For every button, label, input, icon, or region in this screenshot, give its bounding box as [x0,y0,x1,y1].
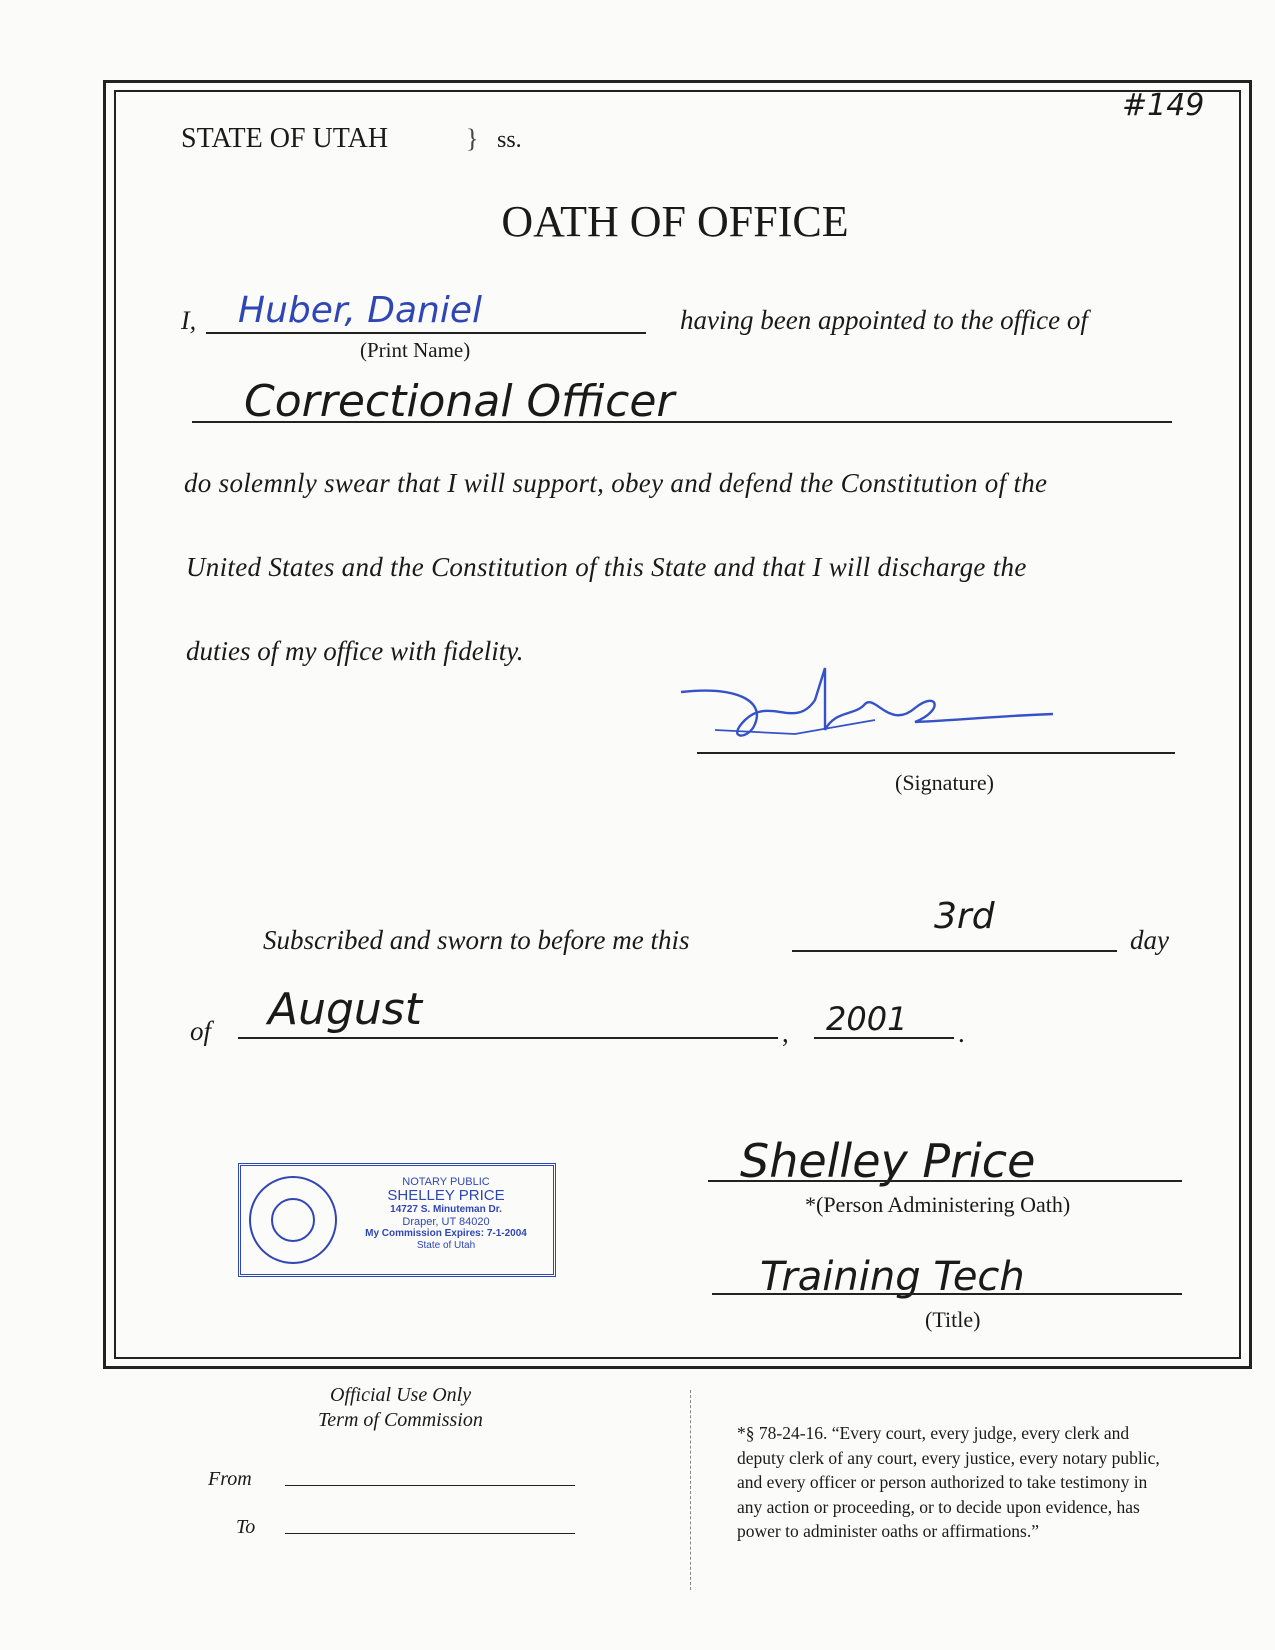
to-line [285,1533,575,1534]
appointee-signature [675,660,1065,760]
administrator-caption: *(Person Administering Oath) [805,1192,1071,1217]
statute-line-2: deputy clerk of any court, every justice, every notary public, [737,1447,1160,1468]
year-value: 2001 [826,1000,908,1038]
statute-footnote [737,1421,1160,1544]
appointee-prefix: I, [181,306,197,335]
day-value: 3rd [934,896,995,937]
signature-caption: (Signature) [895,770,994,795]
oath-line-1: do solemnly swear that I will support, obey and defend the Constitution of the [184,468,1048,498]
administrator-signature: Shelley Price [740,1134,1036,1188]
month-value: August [268,984,422,1035]
stamp-line-1: NOTARY PUBLIC [402,1176,490,1188]
statute-line-3: and every officer or person authorized to take testimony in [737,1472,1148,1492]
from-line [285,1485,575,1486]
official-use-subheading: Term of Commission [318,1409,483,1431]
day-line [792,950,1117,952]
date-comma: , [782,1018,789,1048]
statute-line-5: power to administer oaths or affirmations.” [737,1521,1039,1541]
oath-line-3: duties of my office with fidelity. [186,636,524,666]
month-line [238,1037,778,1039]
date-period: . [958,1018,965,1048]
stamp-line-5: My Commission Expires: 7-1-2004 [365,1228,527,1239]
signature-line [697,752,1175,754]
administrator-line [708,1180,1182,1182]
from-label: From [208,1468,252,1490]
notary-stamp [238,1163,556,1277]
to-label: To [236,1516,256,1538]
oath-line-2: United States and the Constitution of this State and that I will discharge the [186,552,1027,582]
venue-ss: ss. [497,127,522,153]
subscribed-text: Subscribed and sworn to before me this [263,925,690,955]
stamp-line-4: Draper, UT 84020 [402,1216,490,1228]
venue-brace: } [466,124,479,153]
appointed-text: having been appointed to the office of [680,305,1088,335]
title-value: Training Tech [760,1254,1025,1300]
title-caption: (Title) [925,1307,981,1332]
name-caption: (Print Name) [360,338,471,362]
name-line [206,332,646,334]
venue-state: STATE OF UTAH [181,123,389,154]
footer-divider [690,1390,691,1590]
day-label: day [1130,925,1169,955]
notary-seal [249,1176,337,1264]
document-number: #149 [1122,88,1205,123]
office-line [192,421,1172,423]
statute-line-1: *§ 78-24-16. “Every court, every judge, every clerk and [737,1423,1130,1443]
appointee-name: Huber, Daniel [238,290,483,331]
stamp-line-6: State of Utah [416,1240,476,1251]
of-label: of [190,1016,212,1046]
official-use-heading: Official Use Only [330,1384,472,1406]
stamp-line-2: SHELLEY PRICE [387,1187,505,1204]
year-line [814,1037,954,1039]
page-title: OATH OF OFFICE [501,197,849,246]
stamp-line-3: 14727 S. Minuteman Dr. [390,1204,502,1215]
title-line [712,1293,1182,1295]
statute-line-4: any action or proceeding, or to decide upon evidence, has [737,1496,1140,1517]
office-value: Correctional Officer [244,376,675,427]
